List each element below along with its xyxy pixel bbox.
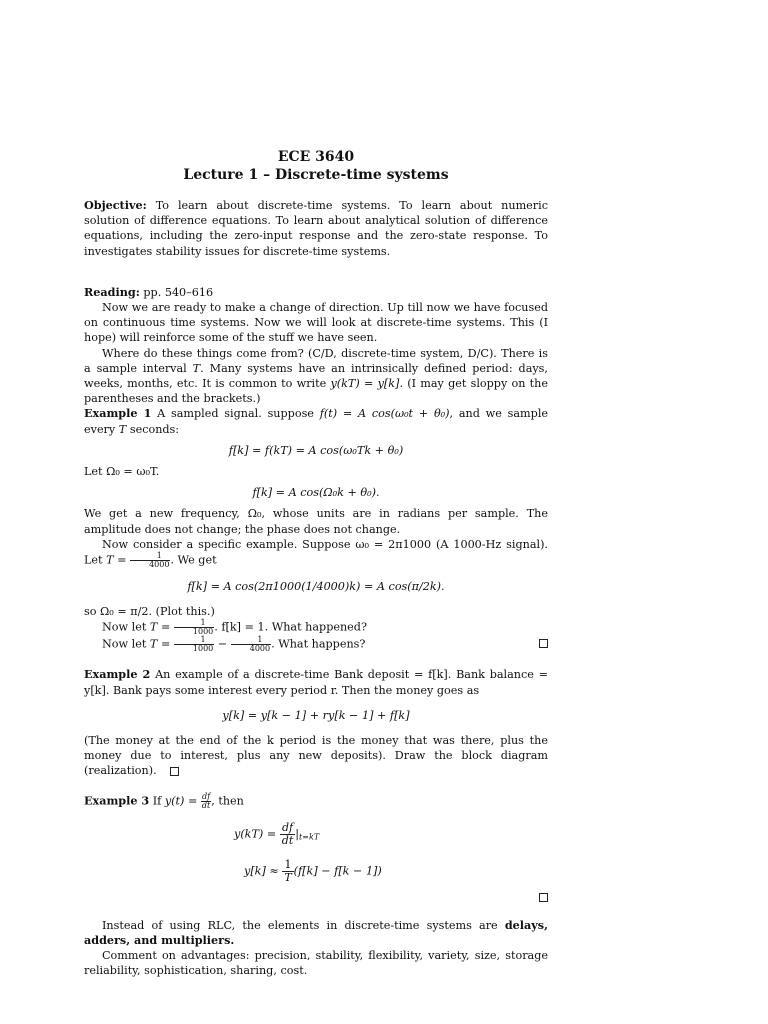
objective-label: Objective: (84, 198, 147, 212)
example-1-label: Example 1 (84, 406, 152, 421)
reading-pages: pp. 540–616 (143, 285, 214, 299)
let-omega: Let Ω₀ = ω₀T. (84, 465, 160, 479)
specific-example-paragraph: Now consider a specific example. Suppose ω₀ = 2π1000 (A 1000-Hz signal). Let T = $\frac{1}{4000}$ . We get (84, 537, 548, 570)
advantages-paragraph: Comment on advantages: precision, stability, flexibility, variety, size, storage reliability, sophistication, sharing, cost. (84, 949, 548, 978)
end-of-example-2-icon (170, 767, 179, 776)
equation-difference-approx: y[k] ≈ $\frac{1}{T}$ (f[k] − f[k − 1]) (244, 857, 382, 884)
equation-specific: f[k] = A cos(2π1000(1/4000)k) = A cos(π/2k). (187, 580, 445, 594)
reading-label: Reading: (84, 284, 140, 299)
now-let-1: Now let T = $\frac{1}{1000}$ . f[k] = 1. What happened? (102, 618, 367, 637)
document-title (84, 148, 548, 184)
example-3-intro: Example 3 If y(t) = $\frac{df}{dt}$ , then (84, 791, 244, 810)
fraction-1-over-1000: $\frac{1}{1000}$ (174, 619, 214, 636)
objective-paragraph (84, 198, 548, 259)
equation-sampled-signal: f[k] = f(kT) = A cos(ω₀Tk + θ₀) (228, 443, 404, 457)
course-code: ECE 3640 (277, 149, 355, 165)
example-1-intro: Example 1 A sampled signal. suppose f(t) = A cos(ω₀t + θ₀), and we sample every T seconds: (84, 406, 549, 436)
equation-derivative-sampled: y(kT) = $\frac{df}{dt}$ $|_{t=kT}$ (234, 820, 320, 847)
end-of-example-1-icon (539, 639, 548, 648)
equation-discrete-cosine: f[k] = A cos(Ω₀k + θ₀). (252, 486, 380, 500)
fraction-1-over-4000: $\frac{1}{4000}$ (130, 552, 170, 569)
lecture-title: Lecture 1 – Discrete-time systems (183, 167, 449, 183)
reading-paragraph-1: Now we are ready to make a change of direction. Up till now we have focused on continuous time systems. Now we will look at discrete-time systems. This (I hope) will reinforce some of the stuff we have seen. (84, 301, 548, 345)
end-of-example-3-icon (539, 893, 548, 902)
equation-bank-balance: y[k] = y[k − 1] + ry[k − 1] + f[k] (222, 708, 410, 722)
document-page (84, 148, 548, 979)
fraction-df-dt: $\frac{df}{dt}$ (201, 791, 211, 810)
objective-text: To learn about discrete-time systems. To learn about numeric solution of difference equations. To learn about analytical solution of difference equations, including the zero-input response and the zero-state response. To investigates stability issues for discrete-time systems. (84, 199, 548, 258)
so-omega-line: so Ω₀ = π/2. (Plot this.) (84, 605, 215, 619)
ykt-expression: y(kT) = y[k] (330, 377, 400, 391)
reading-line (84, 285, 548, 300)
example-2-explanation: (The money at the end of the k period is the money that was there, plus the money due to interest, plus any new deposits). Draw the block diagram (realization). (84, 734, 548, 778)
now-let-2: Now let T = $\frac{1}{1000}$ − $\frac{1}{4000}$ . What happens? (84, 636, 548, 653)
elements-paragraph: Instead of using RLC, the elements in discrete-time systems are delays, adders, and multipliers. (84, 917, 548, 947)
new-frequency-paragraph: We get a new frequency, Ω₀, whose units are in radians per sample. The amplitude does not change; the phase does not change. (84, 507, 548, 536)
example-3-label: Example 3 (84, 793, 150, 808)
example-2-intro: Example 2 An example of a discrete-time Bank deposit = f[k]. Bank balance = y[k]. Bank pays some interest every period r. Then the money goes as (84, 667, 548, 697)
reading-paragraph-2: Where do these things come from? (C/D, discrete-time system, D/C). There is a sample interval T. Many systems have an intrinsically defined period: days, weeks, months, etc. It is common to write y(kT) = y[k]. (I may get sloppy on the parentheses and the brackets.) (84, 346, 548, 406)
example-2-label: Example 2 (84, 667, 151, 682)
